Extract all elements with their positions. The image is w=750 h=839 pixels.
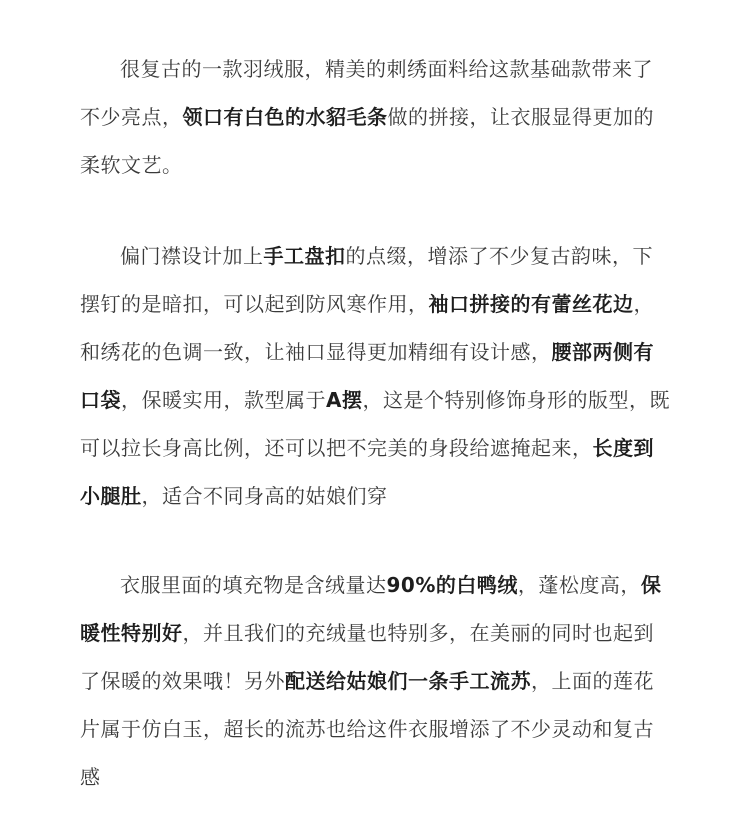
text-segment: ，保暖实用，款型属于	[121, 388, 326, 412]
text-segment: 衣服里面的填充物是含绒量达	[120, 573, 387, 597]
paragraph-design-details	[80, 232, 670, 520]
highlight-segment: 90%的白鸭绒	[386, 573, 518, 597]
paragraph-filling	[80, 561, 670, 801]
text-segment: 做的拼接，让衣服显得更加的柔软文艺。	[80, 105, 654, 177]
highlight-segment: 手工盘扣	[263, 244, 346, 268]
text-segment: ，并且我们的充绒量也特别多，在美丽的同时也起到了保暖的效果哦！另外	[80, 621, 654, 693]
paragraph-collar	[80, 45, 670, 189]
highlight-segment: 保暖性特别好	[80, 573, 662, 645]
text-segment: 偏门襟设计加上	[120, 244, 264, 268]
text-segment: ，蓬松度高，	[517, 573, 641, 597]
highlight-segment: 长度到小腿肚	[80, 436, 654, 508]
highlight-segment: 领口有白色的水貂毛条	[182, 105, 388, 129]
highlight-segment: 配送给姑娘们一条手工流苏	[285, 669, 531, 693]
highlight-segment: 腰部两侧有口袋	[80, 340, 654, 412]
text-segment: ，和绣花的色调一致，让袖口显得更加精细有设计感，	[80, 292, 654, 364]
text-segment: ，适合不同身高的姑娘们穿	[141, 484, 388, 508]
text-segment: ，这是个特别修饰身形的版型，既可以拉长身高比例，还可以把不完美的身段给遮掩起来，	[80, 388, 670, 460]
text-segment: 的点缀，增添了不少复古韵味，下摆钉的是暗扣，可以起到防风寒作用，	[80, 244, 653, 316]
highlight-segment: 袖口拼接的有蕾丝花边	[428, 292, 634, 316]
highlight-segment: A摆	[326, 388, 363, 412]
text-segment: 很复古的一款羽绒服，精美的刺绣面料给这款基础款带来了不少亮点，	[80, 57, 653, 129]
text-segment: ，上面的莲花片属于仿白玉，超长的流苏也给这件衣服增添了不少灵动和复古感	[80, 669, 654, 789]
